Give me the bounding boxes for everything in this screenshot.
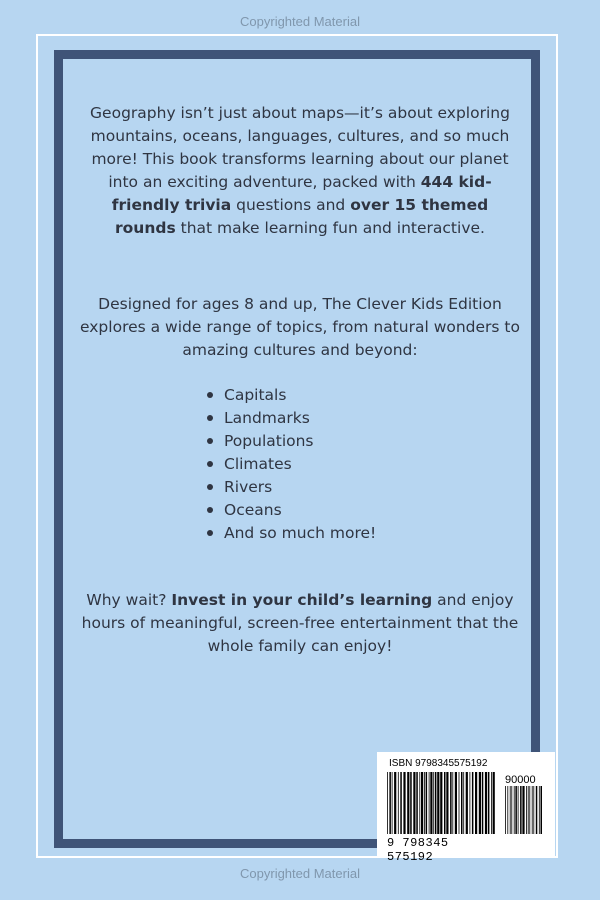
barcode-bar [515,786,517,834]
barcode-bar [413,772,415,834]
intro-text-3: that make learning fun and interactive. [175,219,485,237]
barcode-bar [392,772,393,834]
topic-item: Landmarks [206,407,376,430]
barcode-bar [463,772,464,834]
barcode-bar [520,786,522,834]
intro-text-1: Geography isn’t just about maps—it’s about exploring mountains, oceans, languages, cultures, and so much more! This book transforms learning about our planet into an exciting adventure, packed with [90,104,510,191]
barcode-bar [450,772,452,834]
barcode-bar [459,772,460,834]
barcode-main-bars [387,772,495,834]
barcode-bar [528,786,529,834]
barcode-bar [532,786,533,834]
barcode-bar [419,772,420,834]
closing-text-1: Why wait? [86,591,172,609]
barcode-bar [466,772,468,834]
barcode-digits: 9 798345 575192 [387,836,449,864]
barcode-bar [407,772,409,834]
barcode-bar [429,772,430,834]
barcode-bar [440,772,442,834]
barcode-bar [536,786,538,834]
barcode-bar [470,772,471,834]
barcode-bar [482,772,484,834]
topic-item: Capitals [206,384,376,407]
barcode-bar [541,786,543,834]
barcode-bar [491,772,492,834]
barcode-bar [410,772,412,834]
barcode-bar [529,786,530,834]
intro-bold-trivia: 444 kid-friendly trivia [111,173,492,214]
barcode-bar [437,772,439,834]
barcode-bar [430,772,432,834]
barcode-bar [435,772,437,834]
barcode-bar [533,786,534,834]
watermark-top: Copyrighted Material [240,14,360,29]
topic-item: Oceans [206,499,376,522]
barcode-addon-bars [505,786,545,834]
barcode-bar [389,772,391,834]
barcode-bar [472,772,474,834]
barcode-bar [518,786,519,834]
barcode-bar [539,786,540,834]
topic-item: Rivers [206,476,376,499]
barcode-bar [424,772,425,834]
barcode-bar [505,786,506,834]
barcode-bar [452,772,453,834]
barcode-bar [416,772,418,834]
closing-text-2: and enjoy hours of meaningful, screen-free entertainment that the whole family can enjoy! [81,591,519,655]
barcode-bar [511,786,512,834]
intro-paragraph [80,102,520,240]
barcode-bar [446,772,448,834]
barcode-bar [455,772,457,834]
designed-paragraph: Designed for ages 8 and up, The Clever Kids Edition explores a wide range of topics, from natural wonders to amazing cultures and beyond: [80,295,520,359]
intro-bold-rounds: over 15 themed rounds [115,196,489,237]
barcode-bar [514,786,515,834]
barcode-bar [510,786,511,834]
barcode-box [377,752,555,864]
watermark-bottom: Copyrighted Material [240,866,360,881]
topic-item: And so much more! [206,522,376,545]
barcode-bar [522,786,524,834]
barcode-bar [426,772,428,834]
barcode-bar [488,772,490,834]
intro-text-2: questions and [231,196,351,214]
barcode-bar [485,772,487,834]
barcode-bar [461,772,463,834]
barcode-bar [403,772,405,834]
barcode-bar [507,786,508,834]
barcode-bar [526,786,527,834]
topics-list [206,384,376,545]
price-code: 90000 [505,774,536,786]
barcode-bar [493,772,495,834]
barcode-bar [444,772,446,834]
barcode-bar [475,772,477,834]
barcode-bar [433,772,434,834]
closing-bold-invest: Invest in your child’s learning [171,591,433,609]
barcode-bar [400,772,402,834]
isbn-label: ISBN 9798345575192 [389,758,488,769]
topic-item: Climates [206,453,376,476]
topic-item: Populations [206,430,376,453]
closing-paragraph [80,589,520,658]
barcode-bar [387,772,388,834]
barcode-bar [479,772,481,834]
barcode-bar [421,772,423,834]
barcode-bar [394,772,396,834]
barcode-bar [398,772,399,834]
